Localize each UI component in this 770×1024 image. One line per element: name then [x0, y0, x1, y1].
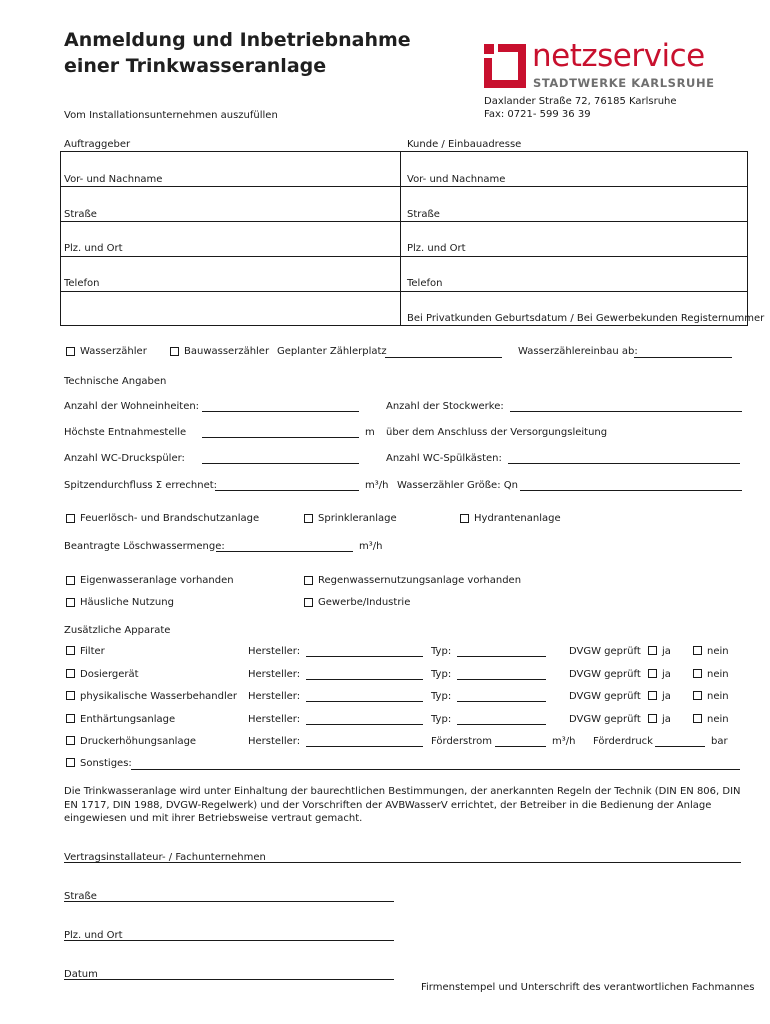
kunde-strasse-field[interactable]: Straße — [407, 209, 440, 220]
wohneinheiten-label: Anzahl der Wohneinheiten: — [64, 401, 200, 412]
logo-sub-text: STADTWERKE KARLSRUHE — [533, 76, 715, 90]
filter-ja-checkbox[interactable] — [648, 646, 657, 655]
filter-hersteller-input[interactable] — [306, 656, 423, 657]
enthaertung-typ-label: Typ: — [431, 714, 452, 725]
company-fax: Fax: 0721- 599 36 39 — [484, 109, 591, 120]
loeschwasser-label: Beantragte Löschwassermenge: — [64, 541, 225, 552]
eigenwasser-label: Eigenwasseranlage vorhanden — [80, 575, 234, 586]
installateur-label: Vertragsinstallateur- / Fachunternehmen — [64, 852, 266, 863]
foerderdruck-unit: bar — [711, 736, 728, 747]
einbau-label: Wasserzählereinbau ab: — [518, 346, 638, 357]
dosiergeraet-typ-label: Typ: — [431, 669, 452, 680]
spitzendurchfluss-label: Spitzendurchfluss Σ errechnet: — [64, 480, 218, 491]
regenwasser-label: Regenwassernutzungsanlage vorhanden — [318, 575, 522, 586]
wasserbehandler-typ-label: Typ: — [431, 691, 452, 702]
filter-ja-label: ja — [662, 646, 671, 657]
wasserbehandler-dvgw-label: DVGW geprüft — [569, 691, 641, 702]
enthaertung-hersteller-label: Hersteller: — [248, 714, 301, 725]
enthaertung-ja-label: ja — [662, 714, 671, 725]
wasserbehandler-ja-checkbox[interactable] — [648, 691, 657, 700]
logo-mark-icon — [484, 44, 526, 88]
enthaertung-checkbox[interactable] — [66, 714, 75, 723]
loeschwasser-input[interactable] — [216, 551, 353, 552]
dosiergeraet-ja-checkbox[interactable] — [648, 669, 657, 678]
enthaertung-dvgw-label: DVGW geprüft — [569, 714, 641, 725]
eigenwasser-checkbox[interactable] — [66, 576, 75, 585]
haeuslich-label: Häusliche Nutzung — [80, 597, 174, 608]
wasserbehandler-checkbox[interactable] — [66, 691, 75, 700]
dosiergeraet-nein-checkbox[interactable] — [693, 669, 702, 678]
auftraggeber-heading: Auftraggeber — [64, 139, 131, 150]
stockwerke-input[interactable] — [510, 411, 742, 412]
row-divider — [60, 186, 748, 187]
einbau-date-input[interactable] — [634, 357, 732, 358]
wohneinheiten-input[interactable] — [202, 411, 359, 412]
dosiergeraet-label: Dosiergerät — [80, 669, 139, 680]
technik-heading: Technische Angaben — [64, 376, 167, 387]
form-title-line2: einer Trinkwasseranlage — [64, 55, 327, 77]
company-address: Daxlander Straße 72, 76185 Karlsruhe — [484, 96, 677, 107]
hydrant-checkbox[interactable] — [460, 514, 469, 523]
declaration-text: Die Trinkwasseranlage wird unter Einhaltung der baurechtlichen Bestimmungen, der anerkannten Regeln der Technik (DIN EN 806, DIN EN 1717, DIN 1988, DVGW-Regelwerk) und der Vorschriften der AVBWasserV errichtet, der Betreiber in die Bedienung der Anlage eingewiesen und mit ihrer Betriebsweise vertraut gemacht. — [64, 786, 741, 824]
entnahmestelle-input[interactable] — [202, 437, 359, 438]
row-divider — [60, 221, 748, 222]
wc-druckspueler-label: Anzahl WC-Druckspüler: — [64, 453, 185, 464]
form-title-line1: Anmeldung und Inbetriebnahme — [64, 29, 411, 51]
hydrant-label: Hydrantenanlage — [474, 513, 561, 524]
dosiergeraet-typ-input[interactable] — [457, 679, 546, 680]
row-divider — [60, 291, 748, 292]
dosiergeraet-dvgw-label: DVGW geprüft — [569, 669, 641, 680]
kunde-heading: Kunde / Einbauadresse — [407, 139, 522, 150]
dosiergeraet-hersteller-label: Hersteller: — [248, 669, 301, 680]
geburtsdatum-registernummer-field[interactable]: Bei Privatkunden Geburtsdatum / Bei Gewerbekunden Registernummer — [407, 313, 765, 324]
feuerloesch-label: Feuerlösch- und Brandschutzanlage — [80, 513, 260, 524]
wasserbehandler-hersteller-input[interactable] — [306, 701, 423, 702]
filter-checkbox[interactable] — [66, 646, 75, 655]
zaehlerplatz-label: Geplanter Zählerplatz — [277, 346, 387, 357]
wc-druckspueler-input[interactable] — [202, 463, 359, 464]
wasserzaehler-checkbox[interactable] — [66, 347, 75, 356]
sonstiges-input[interactable] — [131, 769, 740, 770]
kunde-plz-field[interactable]: Plz. und Ort — [407, 243, 466, 254]
enthaertung-typ-input[interactable] — [457, 724, 546, 725]
foerderdruck-label: Förderdruck — [593, 736, 653, 747]
wasserbehandler-ja-label: ja — [662, 691, 671, 702]
wasserbehandler-hersteller-label: Hersteller: — [248, 691, 301, 702]
loeschwasser-unit: m³/h — [359, 541, 383, 552]
zaehlerplatz-input[interactable] — [385, 357, 502, 358]
logo-main-text: netzservice — [532, 38, 705, 74]
table-divider — [400, 151, 401, 326]
entnahmestelle-unit: m — [365, 427, 375, 438]
dosiergeraet-hersteller-input[interactable] — [306, 679, 423, 680]
sprinkler-checkbox[interactable] — [304, 514, 313, 523]
wasserbehandler-typ-input[interactable] — [457, 701, 546, 702]
enthaertung-nein-checkbox[interactable] — [693, 714, 702, 723]
address-table — [60, 151, 748, 326]
kunde-name-field[interactable]: Vor- und Nachname — [407, 174, 506, 185]
spitzendurchfluss-unit: m³/h — [365, 480, 389, 491]
druckerhoehung-label: Druckerhöhungsanlage — [80, 736, 197, 747]
auftraggeber-plz-field[interactable]: Plz. und Ort — [64, 243, 123, 254]
footer-datum-label: Datum — [64, 969, 98, 980]
dosiergeraet-nein-label: nein — [707, 669, 729, 680]
footer-datum-input[interactable] — [64, 979, 394, 980]
gewerbe-label: Gewerbe/Industrie — [318, 597, 411, 608]
foerderdruck-input[interactable] — [655, 746, 705, 747]
auftraggeber-name-field[interactable]: Vor- und Nachname — [64, 174, 163, 185]
kunde-telefon-field[interactable]: Telefon — [407, 278, 443, 289]
foerderstrom-unit: m³/h — [552, 736, 576, 747]
sonstiges-label: Sonstiges: — [80, 758, 132, 769]
sonstiges-checkbox[interactable] — [66, 758, 75, 767]
dosiergeraet-ja-label: ja — [662, 669, 671, 680]
stempel-label: Firmenstempel und Unterschrift des verantwortlichen Fachmannes — [421, 982, 755, 993]
zaehler-groesse-input[interactable] — [520, 490, 742, 491]
foerderstrom-input[interactable] — [495, 746, 546, 747]
wasserbehandler-nein-checkbox[interactable] — [693, 691, 702, 700]
enthaertung-hersteller-input[interactable] — [306, 724, 423, 725]
zaehler-groesse-label: Wasserzähler Größe: Qn — [397, 480, 518, 491]
dosiergeraet-checkbox[interactable] — [66, 669, 75, 678]
filter-typ-input[interactable] — [457, 656, 546, 657]
haeuslich-checkbox[interactable] — [66, 598, 75, 607]
auftraggeber-telefon-field[interactable]: Telefon — [64, 278, 100, 289]
installateur-input[interactable] — [64, 862, 741, 863]
bauwasserzaehler-label: Bauwasserzähler — [184, 346, 270, 357]
enthaertung-ja-checkbox[interactable] — [648, 714, 657, 723]
form-subtitle: Vom Installationsunternehmen auszufüllen — [64, 110, 278, 121]
stockwerke-label: Anzahl der Stockwerke: — [386, 401, 504, 412]
wasserzaehler-label: Wasserzähler — [80, 346, 147, 357]
foerderstrom-label: Förderstrom — [431, 736, 492, 747]
wc-spuelkaesten-label: Anzahl WC-Spülkästen: — [386, 453, 502, 464]
netzservice-logo — [484, 38, 744, 90]
filter-typ-label: Typ: — [431, 646, 452, 657]
druckerhoehung-checkbox[interactable] — [66, 736, 75, 745]
enthaertung-nein-label: nein — [707, 714, 729, 725]
bauwasserzaehler-checkbox[interactable] — [170, 347, 179, 356]
auftraggeber-strasse-field[interactable]: Straße — [64, 209, 97, 220]
filter-dvgw-label: DVGW geprüft — [569, 646, 641, 657]
wc-spuelkaesten-input[interactable] — [508, 463, 740, 464]
feuerloesch-checkbox[interactable] — [66, 514, 75, 523]
footer-plz-input[interactable] — [64, 940, 394, 941]
apparate-heading: Zusätzliche Apparate — [64, 625, 171, 636]
filter-nein-checkbox[interactable] — [693, 646, 702, 655]
druckerhoehung-hersteller-input[interactable] — [306, 746, 423, 747]
druckerhoehung-hersteller-label: Hersteller: — [248, 736, 301, 747]
spitzendurchfluss-input[interactable] — [215, 490, 359, 491]
footer-strasse-label: Straße — [64, 891, 97, 902]
gewerbe-checkbox[interactable] — [304, 598, 313, 607]
entnahmestelle-label: Höchste Entnahmestelle — [64, 427, 187, 438]
footer-plz-label: Plz. und Ort — [64, 930, 123, 941]
sprinkler-label: Sprinkleranlage — [318, 513, 397, 524]
filter-nein-label: nein — [707, 646, 729, 657]
wasserbehandler-label: physikalische Wasserbehandler — [80, 691, 238, 702]
footer-strasse-input[interactable] — [64, 901, 394, 902]
regenwasser-checkbox[interactable] — [304, 576, 313, 585]
filter-hersteller-label: Hersteller: — [248, 646, 301, 657]
enthaertung-label: Enthärtungsanlage — [80, 714, 176, 725]
anschluss-label: über dem Anschluss der Versorgungsleitung — [386, 427, 608, 438]
wasserbehandler-nein-label: nein — [707, 691, 729, 702]
row-divider — [60, 256, 748, 257]
filter-label: Filter — [80, 646, 105, 657]
